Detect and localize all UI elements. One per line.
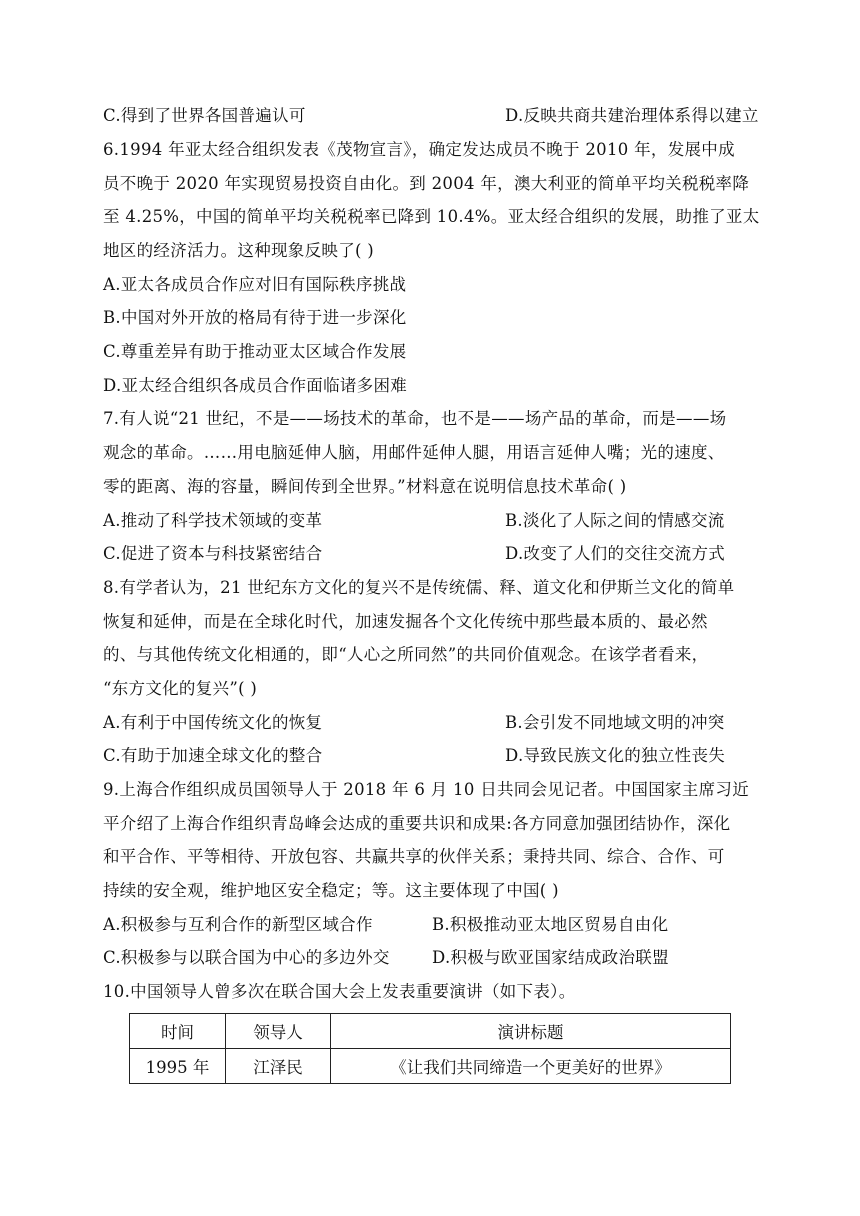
table-header-leader: 领导人 bbox=[226, 1014, 331, 1049]
q9-stem-line-2: 平介绍了上海合作组织青岛峰会达成的重要共识和成果:各方同意加强团结协作，深化 bbox=[103, 814, 731, 833]
q9-option-d: D.积极与欧亚国家结成政治联盟 bbox=[432, 948, 669, 967]
q10-stem: 10.中国领导人曾多次在联合国大会上发表重要演讲（如下表）。 bbox=[103, 982, 576, 1001]
q8-stem-line-3: 的、与其他传统文化相通的，即“人心之所同然”的共同价值观念。在该学者看来， bbox=[103, 645, 709, 664]
table-cell-time: 1995 年 bbox=[130, 1049, 226, 1084]
q6-option-a: A.亚太各成员合作应对旧有国际秩序挑战 bbox=[103, 275, 407, 294]
q6-stem-line-4: 地区的经济活力。这种现象反映了( ) bbox=[103, 241, 375, 260]
q9-option-c: C.积极参与以联合国为中心的多边外交 bbox=[103, 948, 390, 967]
q8-option-d: D.导致民族文化的独立性丧失 bbox=[505, 746, 726, 765]
q7-option-c: C.促进了资本与科技紧密结合 bbox=[103, 544, 323, 563]
q8-option-row-2 bbox=[103, 746, 726, 766]
speech-table bbox=[129, 1013, 731, 1084]
q8-stem-line-2: 恢复和延伸，而是在全球化时代，加速发掘各个文化传统中那些最本质的、最必然 bbox=[103, 612, 708, 631]
q8-stem-line-1: 8.有学者认为，21 世纪东方文化的复兴不是传统儒、释、道文化和伊斯兰文化的简单 bbox=[103, 578, 735, 597]
q9-option-row-2 bbox=[103, 948, 669, 968]
q7-stem-line-2: 观念的革命。……用电脑延伸人脑，用邮件延伸人腿，用语言延伸人嘴；光的速度、 bbox=[103, 443, 725, 462]
q8-option-row-1 bbox=[103, 713, 725, 733]
q9-stem-line-4: 持续的安全观，维护地区安全稳定；等。这主要体现了中国( ) bbox=[103, 881, 559, 900]
q5-option-row bbox=[103, 106, 759, 126]
q7-option-b: B.淡化了人际之间的情感交流 bbox=[505, 511, 725, 530]
q6-stem-line-3: 至 4.25%，中国的简单平均关税税率已降到 10.4%。亚太经合组织的发展，助推了亚太 bbox=[103, 207, 760, 226]
q8-option-a: A.有利于中国传统文化的恢复 bbox=[103, 713, 323, 732]
q7-option-d: D.改变了人们的交往交流方式 bbox=[505, 544, 726, 563]
q6-stem-line-2: 员不晚于 2020 年实现贸易投资自由化。到 2004 年，澳大利亚的简单平均关税税率降 bbox=[103, 174, 750, 193]
table-row bbox=[130, 1049, 731, 1084]
q6-option-d: D.亚太经合组织各成员合作面临诸多困难 bbox=[103, 376, 408, 395]
q7-option-a: A.推动了科学技术领域的变革 bbox=[103, 511, 323, 530]
table-header-title: 演讲标题 bbox=[331, 1014, 731, 1049]
q9-option-row-1 bbox=[103, 915, 669, 935]
q6-option-c: C.尊重差异有助于推动亚太区域合作发展 bbox=[103, 342, 407, 361]
q8-option-c: C.有助于加速全球文化的整合 bbox=[103, 746, 323, 765]
q6-option-b: B.中国对外开放的格局有待于进一步深化 bbox=[103, 308, 407, 327]
q8-stem-line-4: “东方文化的复兴”( ) bbox=[103, 679, 258, 698]
q5-option-c: C.得到了世界各国普遍认可 bbox=[103, 106, 306, 125]
table-header-row bbox=[130, 1014, 731, 1049]
q9-option-a: A.积极参与互利合作的新型区域合作 bbox=[103, 915, 373, 934]
table-header-time: 时间 bbox=[130, 1014, 226, 1049]
q9-stem-line-1: 9.上海合作组织成员国领导人于 2018 年 6 月 10 日共同会见记者。中国国家主席习近 bbox=[103, 780, 749, 799]
q7-stem-line-1: 7.有人说“21 世纪，不是——场技术的革命，也不是——场产品的革命，而是——场 bbox=[103, 409, 727, 428]
q7-stem-line-3: 零的距离、海的容量，瞬间传到全世界。”材料意在说明信息技术革命( ) bbox=[103, 477, 627, 496]
table-cell-title: 《让我们共同缔造一个更美好的世界》 bbox=[331, 1049, 731, 1084]
q9-stem-line-3: 和平合作、平等相待、开放包容、共赢共享的伙伴关系；秉持共同、综合、合作、可 bbox=[103, 847, 725, 866]
q7-option-row-1 bbox=[103, 511, 725, 531]
q5-option-d: D.反映共商共建治理体系得以建立 bbox=[505, 106, 759, 125]
q9-option-b: B.积极推动亚太地区贸易自由化 bbox=[432, 915, 669, 934]
q8-option-b: B.会引发不同地域文明的冲突 bbox=[505, 713, 725, 732]
q6-stem-line-1: 6.1994 年亚太经合组织发表《茂物宣言》，确定发达成员不晚于 2010 年，发展中成 bbox=[103, 140, 735, 159]
table-cell-leader: 江泽民 bbox=[226, 1049, 331, 1084]
q7-option-row-2 bbox=[103, 544, 726, 564]
